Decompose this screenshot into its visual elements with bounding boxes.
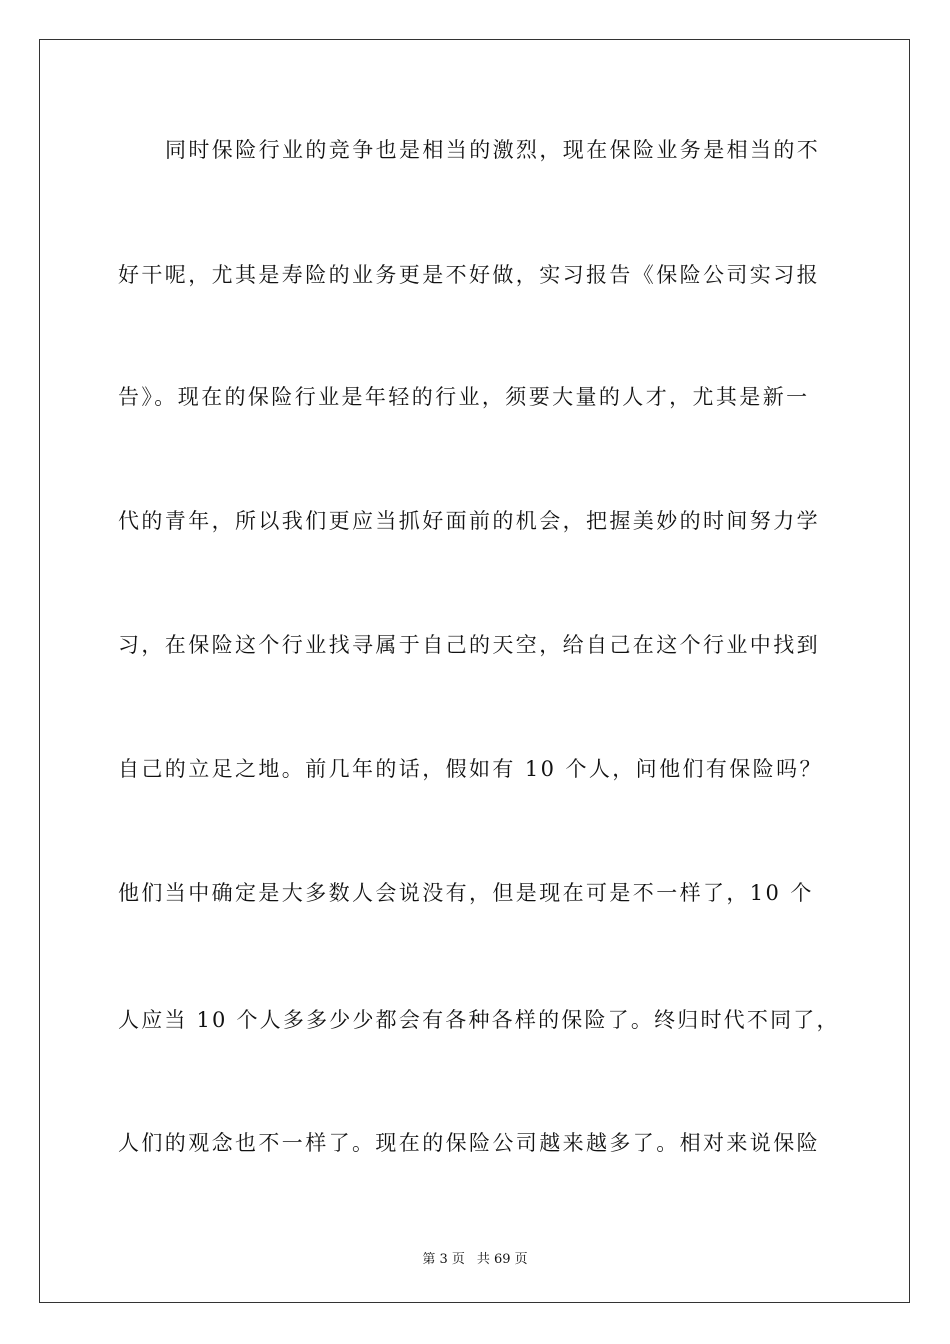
page-frame [39, 39, 910, 1303]
page-number: 第 3 页 [422, 1252, 465, 1267]
paragraph-line: 人们的观念也不一样了。现在的保险公司越来越多了。相对来说保险 [118, 1131, 820, 1155]
paragraph-line: 自己的立足之地。前几年的话，假如有 10 个人，问他们有保险吗？ [118, 757, 823, 781]
total-pages: 共 69 页 [476, 1252, 528, 1267]
paragraph-line: 代的青年，所以我们更应当抓好面前的机会，把握美妙的时间努力学 [118, 509, 820, 533]
page-footer [0, 1248, 950, 1267]
paragraph-line: 好干呢，尤其是寿险的业务更是不好做，实习报告《保险公司实习报 [118, 263, 820, 287]
paragraph-line: 同时保险行业的竞争也是相当的激烈，现在保险业务是相当的不 [165, 138, 821, 162]
paragraph-line: 人应当 10 个人多多少少都会有各种各样的保险了。终归时代不同了， [118, 1008, 840, 1032]
paragraph-line: 习，在保险这个行业找寻属于自己的天空，给自己在这个行业中找到 [118, 633, 820, 657]
paragraph-line: 告》。现在的保险行业是年轻的行业，须要大量的人才，尤其是新一 [118, 385, 810, 409]
paragraph-line: 他们当中确定是大多数人会说没有，但是现在可是不一样了，10 个 [118, 881, 814, 905]
